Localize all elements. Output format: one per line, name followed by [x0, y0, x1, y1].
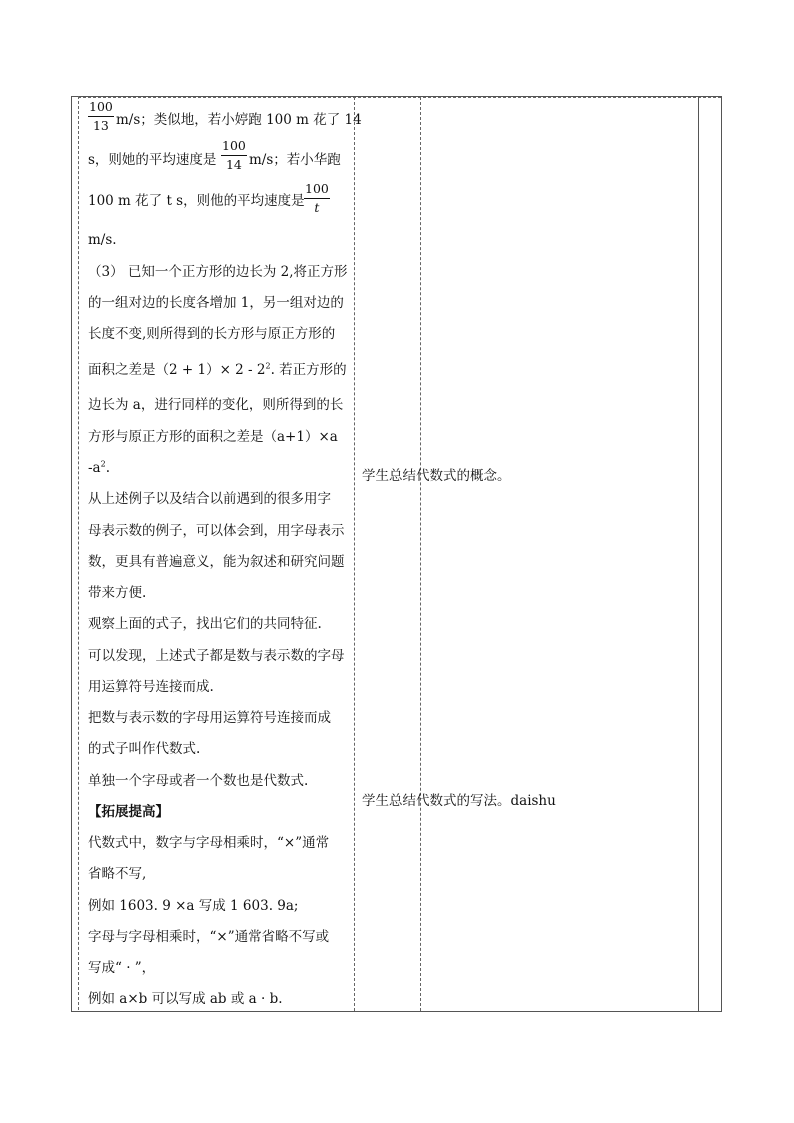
text-line-18: 用运算符号连接而成. — [88, 679, 214, 695]
text-line-9: 边长为 a，进行同样的变化，则所得到的长 — [88, 397, 344, 413]
right-inner-border — [420, 97, 422, 1011]
text-line-23: 代数式中，数字与字母相乘时，“×”通常 — [88, 835, 330, 851]
text-line-3: 100 m 花了 t s，则他的平均速度是 — [88, 193, 305, 209]
fraction-numerator: 100 — [88, 101, 114, 117]
text-line-12: 从上述例子以及结合以前遇到的很多用字 — [88, 491, 331, 507]
line-8-exponent: 2 — [265, 361, 271, 371]
fraction-100-13 — [88, 101, 114, 132]
text-line-4: m/s. — [88, 232, 117, 248]
text-line-17: 可以发现，上述式子都是数与表示数的字母 — [88, 648, 345, 664]
text-line-26: 字母与字母相乘时，“×”通常省略不写或 — [88, 929, 330, 945]
text-line-8 — [88, 361, 347, 378]
text-line-16: 观察上面的式子，找出它们的共同特征. — [88, 616, 322, 632]
fraction-numerator: 100 — [304, 183, 330, 199]
line-11-exponent: 2 — [100, 459, 106, 469]
lesson-table — [71, 96, 722, 1012]
text-line-7: 长度不变,则所得到的长方形与原正方形的 — [88, 326, 336, 342]
text-line-15: 带来方便. — [88, 585, 147, 601]
note-concept: 学生总结代数式的概念。 — [362, 468, 511, 484]
text-line-2-before: s，则她的平均速度是 — [88, 152, 217, 168]
fraction-numerator: 100 — [221, 140, 247, 156]
note-writing: 学生总结代数式的写法。daishu — [362, 793, 556, 809]
line-8-tail: . 若正方形的 — [270, 362, 347, 378]
line-11-main: -a — [88, 460, 101, 476]
fraction-denominator: 13 — [92, 117, 109, 133]
text-line-19: 把数与表示数的字母用运算符号连接而成 — [88, 710, 331, 726]
text-line-2-after: m/s；若小华跑 — [249, 152, 341, 168]
text-line-24: 省略不写, — [88, 866, 147, 882]
section-heading-extension: 【拓展提高】 — [88, 804, 169, 820]
text-line-28: 例如 a×b 可以写成 ab 或 a · b. — [88, 991, 283, 1007]
fraction-denominator: t — [314, 199, 320, 215]
text-line-13: 母表示数的例子，可以体会到，用字母表示 — [88, 523, 345, 539]
fraction-100-t — [304, 183, 330, 214]
notes-column — [355, 97, 699, 1011]
text-line-21: 单独一个字母或者一个数也是代数式. — [88, 773, 309, 789]
text-line-6: 的一组对边的长度各增加 1，另一组对边的 — [88, 295, 344, 311]
text-line-14: 数，更具有普遍意义，能为叙述和研究问题 — [88, 554, 345, 570]
text-line-10: 方形与原正方形的面积之差是（a+1）×a — [88, 429, 338, 445]
text-line-27: 写成“ · ”， — [88, 960, 156, 976]
line-8-main: 面积之差是（2 + 1）× 2 - 2 — [88, 362, 266, 378]
text-line-25: 例如 1603. 9 ×a 写成 1 603. 9a; — [88, 898, 299, 914]
fraction-denominator: 14 — [225, 156, 242, 172]
text-line-5: （3） 已知一个正方形的边长为 2,将正方形 — [88, 264, 348, 280]
fraction-100-14 — [221, 140, 247, 171]
text-line-11 — [88, 459, 111, 476]
text-line-1: m/s；类似地，若小婷跑 100 m 花了 14 — [116, 112, 362, 128]
text-line-20: 的式子叫作代数式. — [88, 741, 201, 757]
line-11-tail: . — [105, 460, 111, 476]
